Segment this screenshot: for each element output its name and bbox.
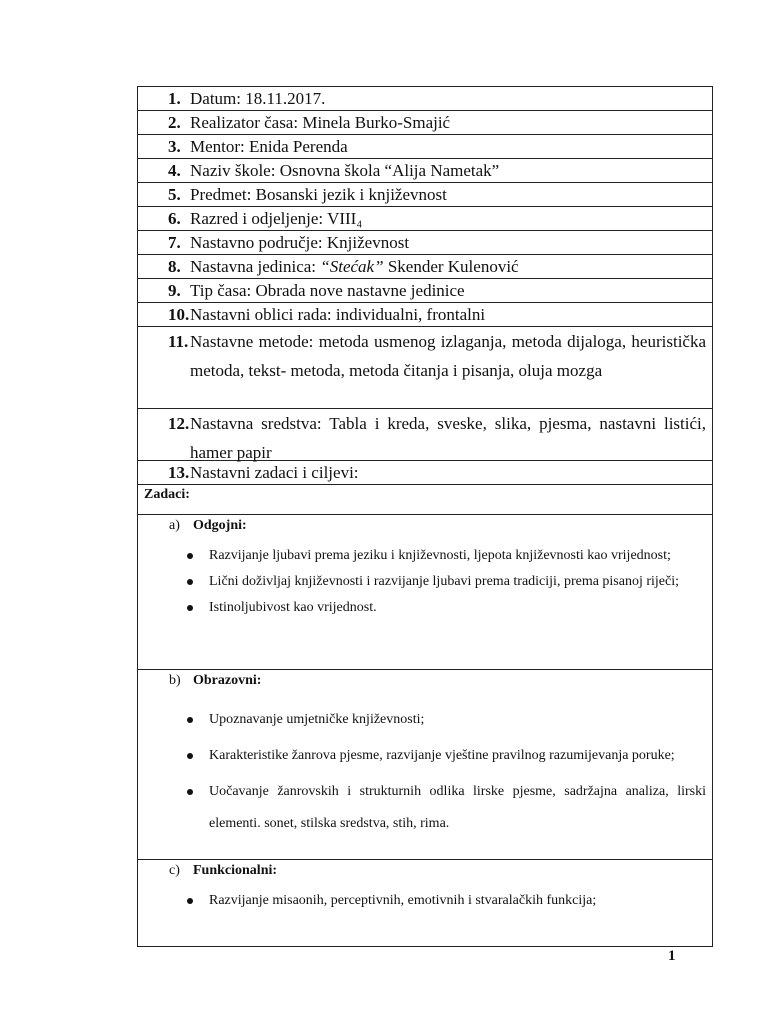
item-label: Mentor: [190, 137, 250, 156]
item-row-9 [138, 279, 712, 303]
item-row-4 [138, 159, 712, 183]
page-number: 1 [668, 948, 676, 964]
section-title: Obrazovni: [193, 673, 262, 688]
item-row-6 [138, 207, 712, 231]
item-value: Obrada nove nastavne jedinice [255, 281, 465, 300]
bullet-item: Karakteristike žanrova pjesme, razvijanje vještine pravilnog razumijevanja poruke; [185, 740, 706, 772]
item-value: VIII₄ [327, 209, 363, 228]
item-label: Nastavno područje: [190, 233, 327, 252]
item-value: Bosanski jezik i književnost [255, 185, 447, 204]
item-row-12 [138, 409, 712, 461]
item-number: 1. [168, 89, 181, 108]
section-odgojni [138, 515, 712, 670]
item-label: Naziv škole: [190, 161, 280, 180]
item-number: 2. [168, 113, 181, 132]
bullet-item: Lični doživljaj književnosti i razvijanje ljubavi prema tradiciji, prema pisanoj riječi; [185, 569, 706, 595]
item-label: Nastavne metode: [190, 332, 319, 351]
item-row-5 [138, 183, 712, 207]
item-label: Nastavna jedinica: [190, 257, 321, 276]
item-row-11 [138, 327, 712, 409]
item-value: Književnost [326, 233, 410, 252]
item-number: 6. [168, 209, 181, 228]
zadaci-heading: Zadaci: [138, 485, 712, 515]
item-number: 9. [168, 281, 181, 300]
section-title: Odgojni: [193, 518, 247, 533]
item-value: Skender Kulenović [383, 257, 519, 276]
item-number: 12. [168, 414, 190, 433]
item-label: Nastavni oblici rada: [190, 305, 336, 324]
section-obrazovni [138, 670, 712, 860]
item-row-8 [138, 255, 712, 279]
section-letter: b) [169, 673, 181, 688]
item-value: 18.11.2017. [245, 89, 326, 108]
item-label: Predmet: [190, 185, 256, 204]
item-row-2 [138, 111, 712, 135]
item-label: Razred i odjeljenje: [190, 209, 328, 228]
item-value: metoda usmenog izlaganja, metoda dijaloga, heuristička metoda, tekst- metoda, metoda čitanja i pisanja, oluja mozga [190, 332, 707, 380]
item-number: 10. [168, 305, 190, 324]
item-label: Nastavna sredstva: [190, 414, 330, 433]
section-letter: a) [169, 518, 180, 533]
item-row-3 [138, 135, 712, 159]
bullet-item: Istinoljubivost kao vrijednost. [185, 595, 706, 621]
bullet-item: Razvijanje misaonih, perceptivnih, emotivnih i stvaralačkih funkcija; [185, 888, 706, 914]
section-funkcionalni [138, 860, 712, 946]
item-value: Osnovna škola “Alija Nametak” [279, 161, 500, 180]
item-row-7 [138, 231, 712, 255]
item-value: Tabla i kreda, sveske, slika, pjesma, nastavni listići, hamer papir [190, 414, 707, 462]
item-number: 13. [168, 463, 190, 482]
item-value: Enida Perenda [249, 137, 348, 156]
item-number: 7. [168, 233, 181, 252]
item-label: Datum: [190, 89, 246, 108]
item-number: 3. [168, 137, 181, 156]
item-number: 5. [168, 185, 181, 204]
item-number: 11. [168, 332, 189, 351]
item-row-1 [138, 87, 712, 111]
bullet-item: Razvijanje ljubavi prema jeziku i književnosti, ljepota književnosti kao vrijednost; [185, 543, 706, 569]
item-label: Nastavni zadaci i ciljevi: [190, 463, 359, 482]
item-value: individualni, frontalni [335, 305, 486, 324]
bullet-item: Upoznavanje umjetničke književnosti; [185, 704, 706, 736]
bullet-item: Uočavanje žanrovskih i strukturnih odlika lirske pjesme, sadržajna analiza, lirski elementi. sonet, stilska sredstva, stih, rima. [185, 776, 706, 840]
item-number: 8. [168, 257, 181, 276]
item-label: Tip časa: [190, 281, 256, 300]
item-row-10 [138, 303, 712, 327]
item-value: Minela Burko-Smajić [302, 113, 451, 132]
section-title: Funkcionalni: [193, 863, 278, 878]
item-value-italic: “Stećak” [320, 257, 384, 276]
item-label: Realizator časa: [190, 113, 303, 132]
item-row-13 [138, 461, 712, 485]
item-number: 4. [168, 161, 181, 180]
section-letter: c) [169, 863, 180, 878]
lesson-plan-table [137, 86, 713, 947]
